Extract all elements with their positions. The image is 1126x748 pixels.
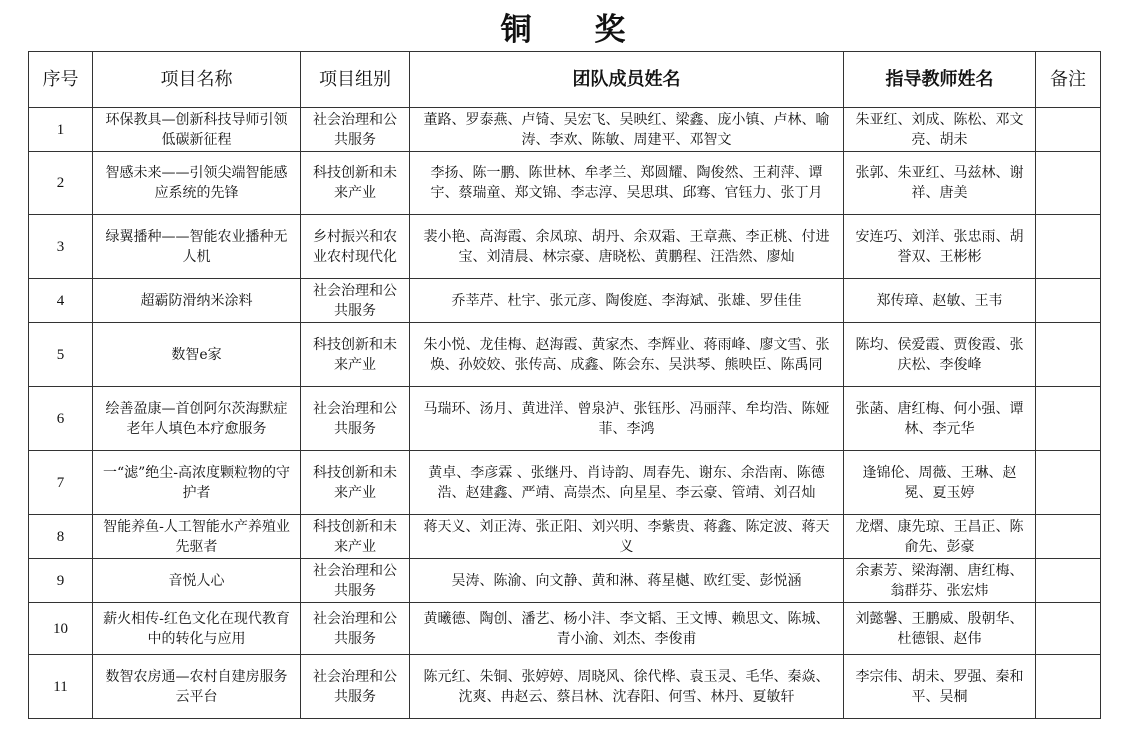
cell-members: 陈元红、朱铜、张婷婷、周晓风、徐代桦、袁玉灵、毛华、秦焱、沈爽、冉赵云、蔡吕林、沈春阳、何雪、林丹、夏敏轩 — [410, 655, 844, 719]
cell-index: 3 — [29, 215, 93, 279]
cell-group: 科技创新和未来产业 — [301, 152, 410, 215]
cell-index: 8 — [29, 515, 93, 559]
table-row — [29, 515, 1101, 559]
cell-advisors: 郑传璋、赵敏、王韦 — [844, 279, 1036, 323]
cell-members: 马瑞环、汤月、黄进洋、曾泉泸、张钰彤、冯丽萍、牟均浩、陈娅菲、李鸿 — [410, 387, 844, 451]
cell-project: 智能养鱼-人工智能水产养殖业先驱者 — [93, 515, 301, 559]
cell-remarks — [1036, 152, 1101, 215]
cell-members: 蒋天义、刘正涛、张正阳、刘兴明、李紫贵、蒋鑫、陈定波、蒋天义 — [410, 515, 844, 559]
cell-advisors: 余素芳、梁海潮、唐红梅、翁群芬、张宏炜 — [844, 559, 1036, 603]
cell-members: 裴小艳、高海霞、余凤琼、胡丹、余双霜、王章燕、李正桃、付进宝、刘清晨、林宗豪、唐晓松、黄鹏程、汪浩然、廖灿 — [410, 215, 844, 279]
cell-remarks — [1036, 559, 1101, 603]
cell-members: 黄曦德、陶创、潘艺、杨小沣、李文韬、王文博、赖思文、陈城、青小渝、刘杰、李俊甫 — [410, 603, 844, 655]
cell-project: 数智农房通—农村自建房服务云平台 — [93, 655, 301, 719]
cell-advisors: 李宗伟、胡未、罗强、秦和平、吴桐 — [844, 655, 1036, 719]
cell-remarks — [1036, 215, 1101, 279]
cell-remarks — [1036, 515, 1101, 559]
table-row — [29, 215, 1101, 279]
table-row — [29, 152, 1101, 215]
cell-index: 9 — [29, 559, 93, 603]
cell-remarks — [1036, 279, 1101, 323]
cell-index: 10 — [29, 603, 93, 655]
cell-index: 7 — [29, 451, 93, 515]
cell-remarks — [1036, 108, 1101, 152]
cell-group: 社会治理和公共服务 — [301, 279, 410, 323]
cell-project: 绿翼播种——智能农业播种无人机 — [93, 215, 301, 279]
cell-group: 社会治理和公共服务 — [301, 387, 410, 451]
cell-project: 超霸防滑纳米涂料 — [93, 279, 301, 323]
table-row — [29, 559, 1101, 603]
cell-advisors: 安连巧、刘洋、张忠雨、胡誉双、王彬彬 — [844, 215, 1036, 279]
header-remarks: 备注 — [1036, 52, 1101, 108]
cell-advisors: 龙熠、康先琼、王昌正、陈俞先、彭豪 — [844, 515, 1036, 559]
table-row — [29, 451, 1101, 515]
cell-advisors: 张菡、唐红梅、何小强、谭林、李元华 — [844, 387, 1036, 451]
cell-advisors: 朱亚红、刘成、陈松、邓文亮、胡未 — [844, 108, 1036, 152]
cell-advisors: 张郭、朱亚红、马兹林、谢祥、唐美 — [844, 152, 1036, 215]
header-index: 序号 — [29, 52, 93, 108]
cell-group: 科技创新和未来产业 — [301, 515, 410, 559]
cell-project: 薪火相传-红色文化在现代教育中的转化与应用 — [93, 603, 301, 655]
cell-advisors: 刘懿馨、王鹏威、殷朝华、杜德银、赵伟 — [844, 603, 1036, 655]
cell-index: 2 — [29, 152, 93, 215]
cell-advisors: 逢锦伦、周薇、王琳、赵冕、夏玉婷 — [844, 451, 1036, 515]
table-row — [29, 387, 1101, 451]
cell-index: 1 — [29, 108, 93, 152]
cell-group: 科技创新和未来产业 — [301, 451, 410, 515]
table-row — [29, 655, 1101, 719]
cell-remarks — [1036, 387, 1101, 451]
cell-group: 社会治理和公共服务 — [301, 655, 410, 719]
cell-index: 11 — [29, 655, 93, 719]
cell-remarks — [1036, 603, 1101, 655]
cell-group: 社会治理和公共服务 — [301, 108, 410, 152]
cell-group: 社会治理和公共服务 — [301, 559, 410, 603]
cell-index: 5 — [29, 323, 93, 387]
cell-remarks — [1036, 323, 1101, 387]
table-row — [29, 108, 1101, 152]
cell-project: 绘善盈康—首创阿尔茨海默症老年人填色本疗愈服务 — [93, 387, 301, 451]
cell-project: 一“滤”绝尘-高浓度颗粒物的守护者 — [93, 451, 301, 515]
cell-project: 智感未来——引领尖端智能感应系统的先锋 — [93, 152, 301, 215]
cell-remarks — [1036, 655, 1101, 719]
cell-group: 乡村振兴和农业农村现代化 — [301, 215, 410, 279]
table-row — [29, 603, 1101, 655]
cell-index: 6 — [29, 387, 93, 451]
cell-advisors: 陈均、侯爱霞、贾俊霞、张庆松、李俊峰 — [844, 323, 1036, 387]
table-header-row — [29, 52, 1101, 108]
cell-group: 社会治理和公共服务 — [301, 603, 410, 655]
cell-members: 乔莘芹、杜宇、张元彦、陶俊庭、李海斌、张雄、罗佳佳 — [410, 279, 844, 323]
header-group: 项目组别 — [301, 52, 410, 108]
cell-remarks — [1036, 451, 1101, 515]
cell-group: 科技创新和未来产业 — [301, 323, 410, 387]
table-row — [29, 279, 1101, 323]
page-title: 铜 奖 — [500, 12, 652, 48]
cell-members: 吴涛、陈渝、向文静、黄和淋、蒋星樾、欧红雯、彭悦涵 — [410, 559, 844, 603]
cell-index: 4 — [29, 279, 93, 323]
cell-project: 音悦人心 — [93, 559, 301, 603]
cell-project: 环保教具—创新科技导师引领低碳新征程 — [93, 108, 301, 152]
cell-members: 黄卓、李彦霖 、张继丹、肖诗韵、周春先、谢东、余浩南、陈德浩、赵建鑫、严靖、高崇杰、向星星、李云豪、管靖、刘召灿 — [410, 451, 844, 515]
table-row — [29, 323, 1101, 387]
cell-members: 李扬、陈一鹏、陈世林、牟孝兰、郑圆耀、陶俊然、王莉萍、谭宇、蔡瑞童、郑文锦、李志淳、吴思琪、邱骞、官钰力、张丁月 — [410, 152, 844, 215]
header-advisors: 指导教师姓名 — [844, 52, 1036, 108]
cell-members: 朱小悦、龙佳梅、赵海霞、黄家杰、李辉业、蒋雨峰、廖文雪、张焕、孙姣姣、张传高、成鑫、陈会东、吴洪琴、熊映臣、陈禹同 — [410, 323, 844, 387]
header-project: 项目名称 — [93, 52, 301, 108]
header-members: 团队成员姓名 — [410, 52, 844, 108]
awards-table — [28, 51, 1101, 719]
cell-members: 董路、罗泰燕、卢锜、吴宏飞、吴映红、梁鑫、庞小镇、卢林、喻涛、李欢、陈敏、周建平、邓智文 — [410, 108, 844, 152]
cell-project: 数智e家 — [93, 323, 301, 387]
